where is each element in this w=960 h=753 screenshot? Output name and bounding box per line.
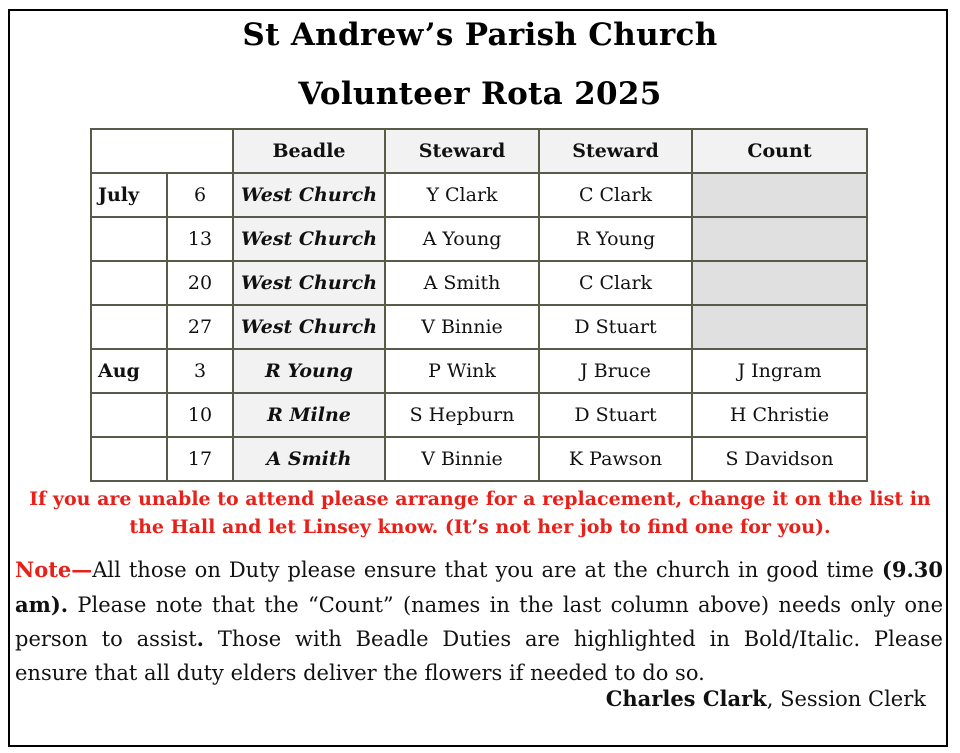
note-text-1: All those on Duty please ensure that you are at the church in good time xyxy=(92,558,882,582)
row-month: July xyxy=(91,173,167,217)
row-steward-2: C Clark xyxy=(539,173,692,217)
table-row xyxy=(91,393,867,437)
row-month xyxy=(91,261,167,305)
row-day: 20 xyxy=(167,261,233,305)
row-beadle: West Church xyxy=(233,173,385,217)
row-beadle: A Smith xyxy=(233,437,385,481)
row-beadle: West Church xyxy=(233,305,385,349)
note-text-2: Please note that the “Count” (names in the last column above) needs only one person to assist xyxy=(15,592,943,651)
row-day: 3 xyxy=(167,349,233,393)
header-steward-1: Steward xyxy=(385,129,539,173)
table-row xyxy=(91,217,867,261)
table-row xyxy=(91,173,867,217)
rota-table xyxy=(90,128,868,482)
row-count xyxy=(692,173,867,217)
row-steward-1: V Binnie xyxy=(385,305,539,349)
row-steward-1: A Young xyxy=(385,217,539,261)
note-label: Note— xyxy=(15,557,93,582)
note-text-3: Those with Beadle Duties are highlighted in Bold/Italic. Please ensure that all duty elders deliver the flowers if needed to do so. xyxy=(15,627,943,685)
row-steward-1: P Wink xyxy=(385,349,539,393)
row-steward-1: A Smith xyxy=(385,261,539,305)
table-row xyxy=(91,261,867,305)
signature-role: , Session Clerk xyxy=(766,687,926,711)
row-steward-1: V Binnie xyxy=(385,437,539,481)
row-day: 13 xyxy=(167,217,233,261)
header-steward-2: Steward xyxy=(539,129,692,173)
row-day: 6 xyxy=(167,173,233,217)
row-steward-2: K Pawson xyxy=(539,437,692,481)
table-row xyxy=(91,305,867,349)
header-beadle: Beadle xyxy=(233,129,385,173)
warning-line-1: If you are unable to attend please arrange for a replacement, change it on the list in xyxy=(29,488,931,510)
row-steward-2: C Clark xyxy=(539,261,692,305)
signature-name: Charles Clark xyxy=(605,686,767,711)
note-time: (9.30 am). xyxy=(15,557,943,617)
row-month xyxy=(91,217,167,261)
table-row xyxy=(91,349,867,393)
header-count: Count xyxy=(692,129,867,173)
row-day: 17 xyxy=(167,437,233,481)
row-count xyxy=(692,217,867,261)
row-beadle: West Church xyxy=(233,261,385,305)
row-month: Aug xyxy=(91,349,167,393)
table-header-row xyxy=(91,129,867,173)
row-count: H Christie xyxy=(692,393,867,437)
row-steward-2: D Stuart xyxy=(539,393,692,437)
row-steward-2: R Young xyxy=(539,217,692,261)
row-count xyxy=(692,261,867,305)
header-date xyxy=(91,129,233,173)
row-beadle: R Young xyxy=(233,349,385,393)
row-day: 10 xyxy=(167,393,233,437)
row-count: S Davidson xyxy=(692,437,867,481)
row-steward-1: Y Clark xyxy=(385,173,539,217)
row-steward-1: S Hepburn xyxy=(385,393,539,437)
row-month xyxy=(91,437,167,481)
row-month xyxy=(91,393,167,437)
row-beadle: R Milne xyxy=(233,393,385,437)
warning-line-2: the Hall and let Linsey know. (It’s not her job to find one for you). xyxy=(129,516,831,538)
row-steward-2: J Bruce xyxy=(539,349,692,393)
table-row xyxy=(91,437,867,481)
row-count: J Ingram xyxy=(692,349,867,393)
row-day: 27 xyxy=(167,305,233,349)
row-month xyxy=(91,305,167,349)
note-dot: . xyxy=(196,626,204,651)
page-title: St Andrew’s Parish Church xyxy=(242,17,718,53)
row-beadle: West Church xyxy=(233,217,385,261)
signature xyxy=(606,686,926,711)
note-paragraph xyxy=(15,553,943,690)
row-count xyxy=(692,305,867,349)
row-steward-2: D Stuart xyxy=(539,305,692,349)
page-subtitle: Volunteer Rota 2025 xyxy=(298,76,662,112)
